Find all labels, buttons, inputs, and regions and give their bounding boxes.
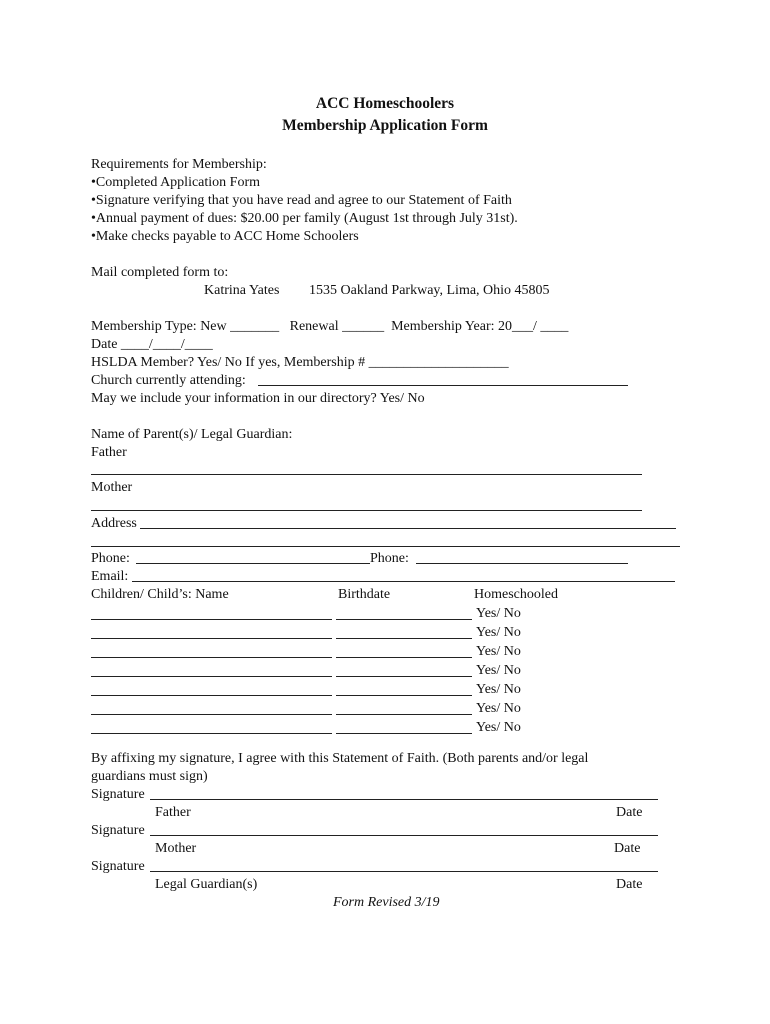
- phone-label: Phone:: [91, 551, 134, 566]
- signature-statement: By affixing my signature, I agree with this Statement of Faith. (Both parents and/or legal: [91, 751, 589, 766]
- father-name-field[interactable]: [91, 474, 642, 475]
- child-birthdate-field[interactable]: [336, 714, 472, 715]
- father-signature-field[interactable]: [150, 799, 658, 800]
- child-name-field[interactable]: [91, 733, 332, 734]
- father-signature-role: Father: [155, 805, 191, 820]
- email-label: Email:: [91, 569, 129, 584]
- child-birthdate-field[interactable]: [336, 733, 472, 734]
- child-birthdate-field[interactable]: [336, 657, 472, 658]
- guardian-signature-date: Date: [616, 877, 643, 892]
- form-subtitle: Membership Application Form: [282, 117, 488, 134]
- signature-label: Signature: [91, 859, 145, 874]
- phone-field[interactable]: [136, 563, 370, 564]
- mother-signature-date: Date: [614, 841, 641, 856]
- children-birthdate-header: Birthdate: [338, 587, 391, 602]
- father-signature-date: Date: [616, 805, 643, 820]
- mother-signature-field[interactable]: [150, 835, 658, 836]
- child-birthdate-field[interactable]: [336, 619, 472, 620]
- child-name-field[interactable]: [91, 695, 332, 696]
- address-field[interactable]: [140, 528, 676, 529]
- requirement-item: •Make checks payable to ACC Home Schoolers: [91, 229, 359, 244]
- homeschooled-choice[interactable]: Yes/ No: [476, 682, 521, 697]
- children-name-header: Children/ Child’s: Name: [91, 587, 229, 602]
- phone-label-2: Phone:: [370, 551, 413, 566]
- guardian-signature-role: Legal Guardian(s): [155, 877, 258, 892]
- mail-label: Mail completed form to:: [91, 265, 229, 280]
- address-field-line2[interactable]: [91, 546, 680, 547]
- signature-label: Signature: [91, 823, 145, 838]
- date-line[interactable]: Date ____/____/____: [91, 337, 213, 352]
- requirement-item: •Signature verifying that you have read and agree to our Statement of Faith: [91, 193, 512, 208]
- mail-recipient: Katrina Yates: [204, 283, 280, 298]
- homeschooled-choice[interactable]: Yes/ No: [476, 720, 521, 735]
- signature-statement-cont: guardians must sign): [91, 769, 208, 784]
- child-name-field[interactable]: [91, 714, 332, 715]
- homeschooled-choice[interactable]: Yes/ No: [476, 625, 521, 640]
- form-revision-note: Form Revised 3/19: [333, 895, 440, 910]
- address-label: Address: [91, 516, 137, 531]
- homeschooled-choice[interactable]: Yes/ No: [476, 663, 521, 678]
- requirements-heading: Requirements for Membership:: [91, 157, 267, 172]
- child-birthdate-field[interactable]: [336, 695, 472, 696]
- homeschooled-choice[interactable]: Yes/ No: [476, 606, 521, 621]
- requirement-item: •Annual payment of dues: $20.00 per family (August 1st through July 31st).: [91, 211, 518, 226]
- directory-line[interactable]: May we include your information in our directory? Yes/ No: [91, 391, 425, 406]
- mother-label: Mother: [91, 480, 133, 495]
- signature-label: Signature: [91, 787, 145, 802]
- phone-field-2[interactable]: [416, 563, 628, 564]
- mail-address: 1535 Oakland Parkway, Lima, Ohio 45805: [309, 283, 550, 298]
- child-name-field[interactable]: [91, 638, 332, 639]
- father-label: Father: [91, 445, 127, 460]
- guardian-signature-field[interactable]: [150, 871, 658, 872]
- form-title: ACC Homeschoolers: [315, 95, 455, 112]
- child-name-field[interactable]: [91, 676, 332, 677]
- membership-type-line[interactable]: Membership Type: New _______ Renewal ______ Membership Year: 20___/ ____: [91, 319, 569, 334]
- homeschooled-choice[interactable]: Yes/ No: [476, 701, 521, 716]
- child-name-field[interactable]: [91, 619, 332, 620]
- requirement-item: •Completed Application Form: [91, 175, 260, 190]
- hslda-line[interactable]: HSLDA Member? Yes/ No If yes, Membership # ____________________: [91, 355, 509, 370]
- email-field[interactable]: [132, 581, 675, 582]
- homeschooled-choice[interactable]: Yes/ No: [476, 644, 521, 659]
- church-label: Church currently attending:: [91, 373, 246, 388]
- children-homeschooled-header: Homeschooled: [474, 587, 558, 602]
- mother-signature-role: Mother: [155, 841, 197, 856]
- child-birthdate-field[interactable]: [336, 638, 472, 639]
- child-name-field[interactable]: [91, 657, 332, 658]
- parents-heading: Name of Parent(s)/ Legal Guardian:: [91, 427, 293, 442]
- church-field[interactable]: [258, 385, 628, 386]
- child-birthdate-field[interactable]: [336, 676, 472, 677]
- mother-name-field[interactable]: [91, 510, 642, 511]
